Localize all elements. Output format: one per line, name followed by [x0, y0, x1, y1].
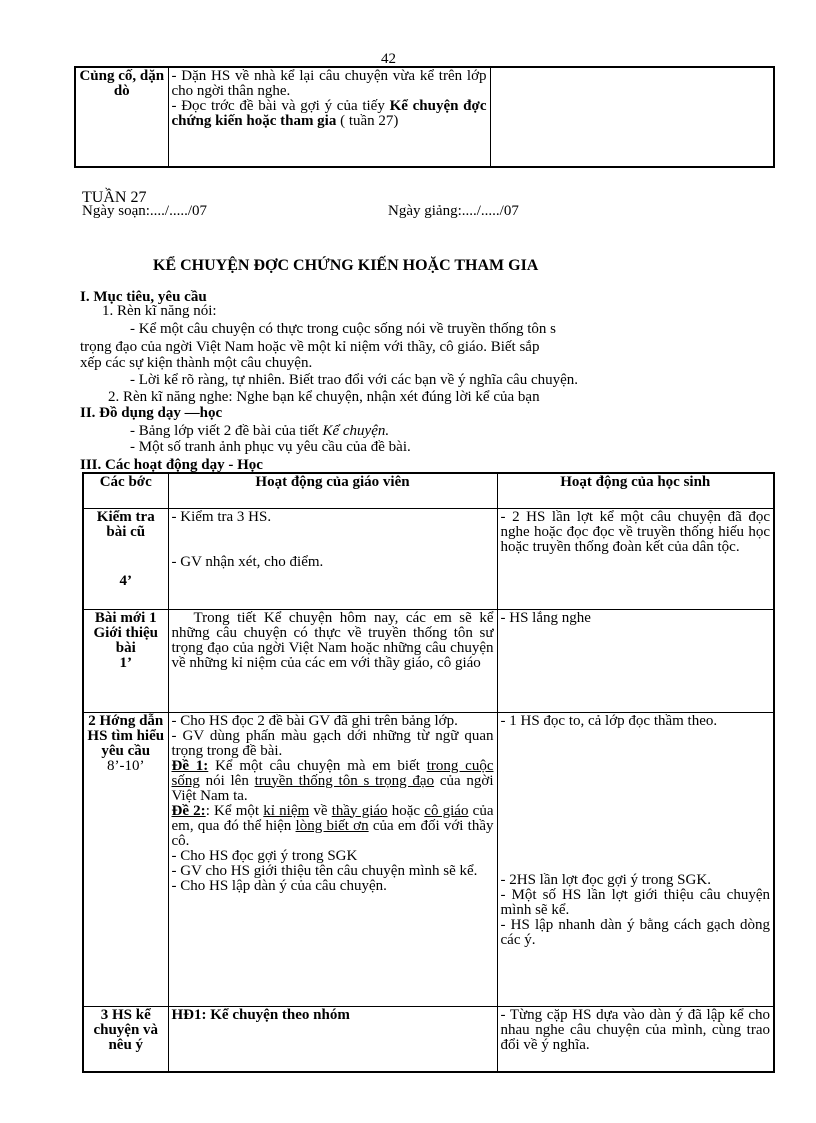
row4-teacher-text: HĐ1: Kể chuyện theo nhóm	[171, 1006, 350, 1023]
row4-teacher	[168, 1006, 497, 1072]
row1-step-label: Kiểm tra bài cũ	[96, 508, 155, 540]
de2-label: Đề 2:	[171, 802, 206, 819]
de2-text-e: của em đối với thầy cô.	[171, 817, 494, 849]
prep-date: Ngày soạn:..../...../07	[82, 203, 207, 219]
de2-text-a: : Kể một	[205, 802, 264, 819]
row3-teacher-line2: - GV dùng phấn màu gạch dới những từ ngữ quan trọng trong đề bài.	[171, 727, 494, 759]
activities-table	[82, 472, 775, 1073]
de2-underline-3: cô giáo	[424, 802, 469, 819]
table-header-row	[83, 473, 774, 508]
row1-teacher-line2: - GV nhận xét, cho điểm.	[171, 553, 324, 570]
section2-bullet1-italic: Kể chuyện.	[322, 423, 390, 439]
row3-teacher-line4: - GV cho HS giới thiệu tên câu chuyện mình sẽ kể.	[171, 862, 478, 879]
header-teacher	[168, 473, 497, 508]
header-student	[497, 473, 774, 508]
row3-teacher	[168, 712, 497, 1006]
row1-student	[497, 508, 774, 609]
top-step-label: Củng cố, dặn dò	[79, 68, 165, 99]
top-activity-line1: - Dặn HS về nhà kể lại câu chuyện vừa kể trên lớp cho ngời thân nghe.	[171, 68, 487, 99]
page-number: 42	[381, 51, 396, 67]
de2-text-c: hoặc	[387, 802, 425, 819]
section2-bullet1	[130, 424, 389, 439]
row3-teacher-line5: - Cho HS lập dàn ý của câu chuyện.	[171, 877, 387, 894]
row2-time: 1’	[119, 654, 132, 671]
row3-student-line2: - 2HS lần lợt đọc gợi ý trong SGK.	[500, 871, 711, 888]
section3-heading: III. Các hoạt động dạy - Học	[80, 457, 263, 473]
row3-teacher-line3: - Cho HS đọc gợi ý trong SGK	[171, 847, 358, 864]
section1-item1: 1. Rèn kĩ năng nói:	[102, 303, 217, 319]
row3-student-line4: - HS lập nhanh dàn ý bằng cách gạch dòng các ý.	[500, 916, 770, 948]
top-activity-line2-bold: Kể chuyện đợc chứng kiến hoặc tham gia	[171, 98, 487, 129]
top-step-cell	[75, 67, 168, 167]
section1-bullet1-line1: - Kể một câu chuyện có thực trong cuộc sống nói về truyền thống tôn s	[130, 321, 556, 337]
de1-underline-2: truyền thống tôn s trọng đạo	[254, 772, 435, 789]
row4-step	[83, 1006, 168, 1072]
row1-step	[83, 508, 168, 609]
row1-teacher-line1: - Kiểm tra 3 HS.	[171, 508, 272, 525]
section1-bullet1-line2: trọng đạo của ngời Việt Nam hoặc về một kỉ niệm với thầy, cô giáo. Biết sắp	[80, 339, 540, 355]
section1-item2: 2. Rèn kĩ năng nghe: Nghe bạn kể chuyện, nhận xét đúng lời kể của bạn	[108, 389, 540, 405]
de1-text-b: nói lên	[199, 772, 255, 789]
de2-text-b: về	[309, 802, 332, 819]
header-student-label: Hoạt động của học sinh	[560, 474, 711, 490]
lesson-title: KỂ CHUYỆN ĐỢC CHỨNG KIẾN HOẶC THAM GIA	[153, 257, 539, 274]
table-row	[83, 508, 774, 609]
row3-student-line3: - Một số HS lần lợt giới thiệu câu chuyện mình sẽ kể.	[500, 886, 770, 918]
row4-step-label: 3 HS kể chuyện và nêu ý	[93, 1006, 159, 1053]
section2-heading: II. Đồ dụng dạy —học	[80, 405, 223, 421]
row3-de2	[172, 804, 494, 849]
top-activity-line2-prefix: - Đọc trớc đề bài và gợi ý của tiếy	[171, 98, 390, 114]
row2-teacher	[168, 609, 497, 712]
table-row	[83, 712, 774, 1006]
top-activity-cell	[168, 67, 490, 167]
row2-step-label: Bài mới 1 Giới thiệu bài	[93, 609, 159, 656]
top-table	[74, 66, 775, 168]
row3-de1	[172, 759, 494, 804]
de1-text-a: Kể một câu chuyện mà em biết	[208, 757, 427, 774]
row1-time: 4’	[119, 572, 132, 589]
row3-student-line1: - 1 HS đọc to, cả lớp đọc thầm theo.	[500, 712, 718, 729]
table-row	[83, 609, 774, 712]
row2-student	[497, 609, 774, 712]
table-row	[83, 1006, 774, 1072]
row1-teacher	[168, 508, 497, 609]
row3-teacher-line1: - Cho HS đọc 2 đề bài GV đã ghi trên bảng lớp.	[171, 712, 458, 729]
de1-label: Đề 1:	[171, 757, 209, 774]
header-teacher-label: Hoạt động của giáo viên	[255, 474, 410, 490]
row1-student-text: - 2 HS lần lợt kể một câu chuyện đã đọc nghe hoặc đọc đọc về truyền thống hiếu học hoặc truyền thống đoàn kết của dân tộc.	[500, 508, 770, 555]
header-step-label: Các bớc	[99, 474, 152, 490]
row2-step	[83, 609, 168, 712]
row2-teacher-text: Trong tiết Kể chuyện hôm nay, các em sẽ kể những câu chuyện có thực về truyền thống tôn sư trọng đạo của ngời Việt Nam hoặc những câu chuyện về những kỉ niệm của các em với thầy giáo, cô giáo	[171, 609, 494, 671]
week-label: TUẦN 27	[82, 189, 147, 206]
de2-text-d: của em, qua đó thể hiện	[171, 802, 494, 834]
top-activity-line2-suffix: ( tuần 27)	[336, 113, 399, 129]
row4-student	[497, 1006, 774, 1072]
row4-student-text: - Từng cặp HS dựa vào dàn ý đã lập kể cho nhau nghe câu chuyện của mình, cùng trao đổi về ý nghĩa.	[500, 1006, 770, 1053]
row2-student-text: - HS lắng nghe	[500, 609, 591, 626]
header-step	[83, 473, 168, 508]
de1-text-c: của ngời Việt Nam ta.	[171, 772, 494, 804]
section2-bullet2: - Một số tranh ảnh phục vụ yêu cầu của đề bài.	[130, 439, 411, 455]
de2-underline-4: lòng biết ơn	[295, 817, 369, 834]
section1-heading: I. Mục tiêu, yêu cầu	[80, 289, 207, 305]
top-empty-cell	[490, 67, 774, 167]
teach-date: Ngày giảng:..../...../07	[388, 203, 519, 219]
row3-time: 8’-10’	[107, 757, 145, 774]
section2-bullet1-text: - Bảng lớp viết 2 đề bài của tiết	[130, 423, 323, 439]
de2-underline-1: kỉ niệm	[263, 802, 310, 819]
section1-bullet1-line3: xếp các sự kiện thành một câu chuyện.	[80, 355, 313, 371]
row3-step-label: 2 Hớng dẫn HS tìm hiểu yêu cầu	[87, 712, 165, 759]
de2-underline-2: thầy giáo	[331, 802, 388, 819]
section1-bullet2: - Lời kể rõ ràng, tự nhiên. Biết trao đổi với các bạn về ý nghĩa câu chuyện.	[130, 372, 579, 388]
row3-step	[83, 712, 168, 1006]
de1-underline-1: trong cuộc sống	[171, 757, 494, 789]
row3-student	[497, 712, 774, 1006]
